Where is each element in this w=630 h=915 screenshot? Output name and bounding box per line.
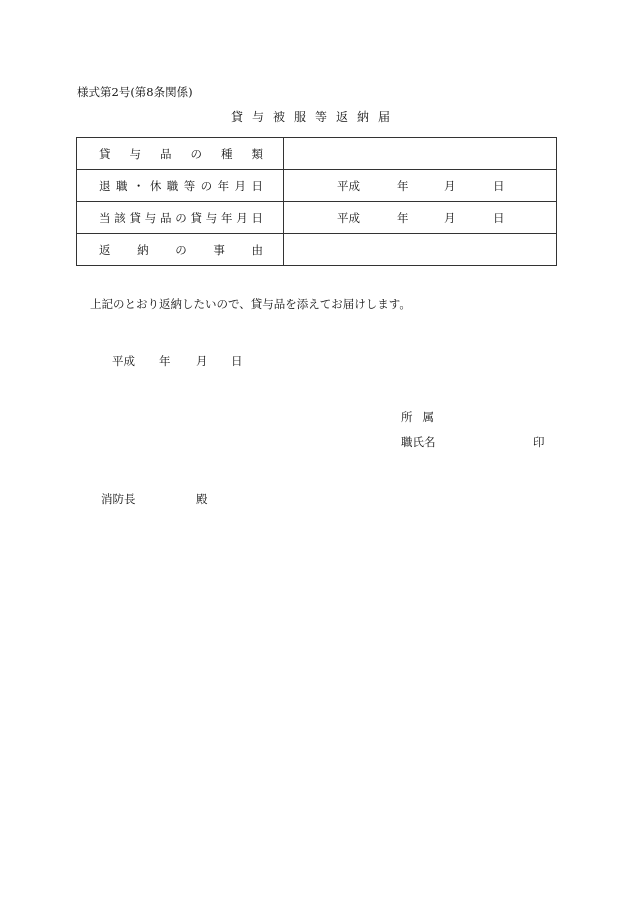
affiliation-label: 所属 (401, 410, 444, 424)
label-char: 月 (234, 178, 246, 193)
label-char: の (175, 210, 187, 225)
form-number: 様式第2号(第8条関係) (77, 85, 193, 99)
date-year: 年 (397, 178, 409, 193)
label-char: 日 (251, 178, 263, 193)
label-char: 品 (160, 210, 172, 225)
label-char: 与 (129, 146, 141, 161)
label-char: 職 (166, 178, 179, 193)
form-title: 貸与被服等返納届 (230, 110, 399, 124)
label-char: 休 (149, 178, 162, 193)
label-char: 年 (221, 210, 233, 225)
label-char: 貸 (99, 146, 111, 161)
label-lending-date (77, 202, 284, 234)
label-char: 与 (144, 210, 157, 225)
date-day: 日 (493, 210, 505, 225)
date-era: 平成 (337, 178, 360, 193)
label-char: 類 (251, 146, 263, 161)
label-char: 当 (99, 210, 111, 225)
value-item-type[interactable] (284, 138, 557, 170)
value-lending-date[interactable] (284, 202, 557, 234)
label-char: 日 (251, 210, 263, 225)
label-char: ・ (132, 178, 145, 193)
label-retirement-date (77, 170, 284, 202)
table-row-return-reason (77, 234, 557, 266)
label-char: の (190, 146, 202, 161)
label-char: 該 (114, 210, 126, 225)
date-day: 日 (493, 178, 505, 193)
label-char: 返 (99, 242, 111, 257)
label-char: 等 (183, 178, 196, 193)
addressee-title: 消防長 (101, 492, 136, 506)
label-char: 年 (217, 178, 230, 193)
label-char: の (175, 242, 187, 257)
table-row-retirement-date (77, 170, 557, 202)
label-char: 職 (115, 178, 128, 193)
label-item-type (77, 138, 284, 170)
label-char: 与 (205, 210, 218, 225)
label-char: 事 (213, 242, 225, 257)
date-era: 平成 (337, 210, 360, 225)
date-year: 年 (397, 210, 409, 225)
label-char: 退 (99, 178, 111, 193)
addressee-honorific: 殿 (196, 492, 208, 506)
submission-era: 平成 (112, 354, 135, 368)
label-char: 種 (221, 146, 233, 161)
statement-text: 上記のとおり返納したいので、貸与品を添えてお届けします。 (90, 297, 411, 311)
label-return-reason (77, 234, 284, 266)
return-form-table (76, 137, 557, 266)
seal-label: 印 (533, 435, 545, 449)
label-char: 貸 (129, 210, 141, 225)
submission-year: 年 (159, 354, 171, 368)
label-char: の (200, 178, 213, 193)
date-month: 月 (444, 178, 456, 193)
label-char: 由 (251, 242, 263, 257)
submission-day: 日 (231, 354, 243, 368)
label-char: 貸 (190, 210, 202, 225)
name-label: 職氏名 (401, 435, 436, 449)
table-row-lending-date (77, 202, 557, 234)
label-char: 納 (137, 242, 149, 257)
label-char: 品 (160, 146, 172, 161)
date-month: 月 (444, 210, 456, 225)
label-char: 月 (236, 210, 248, 225)
table-row-item-type (77, 138, 557, 170)
value-retirement-date[interactable] (284, 170, 557, 202)
submission-month: 月 (196, 354, 208, 368)
value-return-reason[interactable] (284, 234, 557, 266)
